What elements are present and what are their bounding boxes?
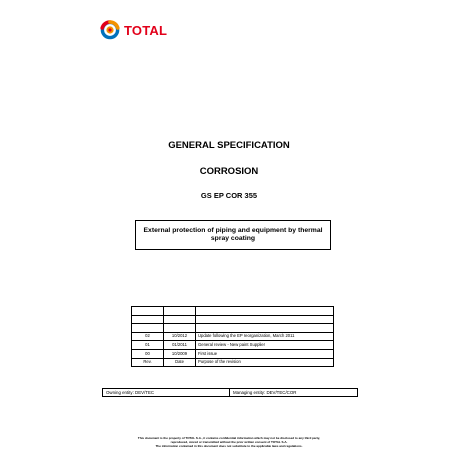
document-code: GS EP COR 355 <box>200 191 258 200</box>
column-header-date: Date <box>164 358 196 367</box>
table-row <box>132 341 334 350</box>
table-cell <box>196 307 334 316</box>
document-title: External protection of piping and equipment by thermal spray coating <box>143 226 323 242</box>
table-row <box>132 307 334 316</box>
table-row <box>132 332 334 341</box>
table-cell <box>132 307 164 316</box>
table-cell <box>164 324 196 333</box>
revision-purpose: First issue <box>196 349 334 358</box>
table-cell <box>132 315 164 324</box>
table-cell <box>164 307 196 316</box>
revision-table <box>131 306 334 367</box>
revision-date: 10/2012 <box>164 332 196 341</box>
footer-line: The information contained in this document does not substitute to the applicable laws and regulations. <box>155 443 303 448</box>
table-header-row <box>132 358 334 367</box>
document-subject: CORROSION <box>199 166 259 177</box>
document-heading: GENERAL SPECIFICATION <box>168 140 290 151</box>
column-header-rev: Rev. <box>132 358 164 367</box>
revision-date: 01/2011 <box>164 341 196 350</box>
revision-number: 01 <box>132 341 164 350</box>
table-cell <box>196 315 334 324</box>
entity-row <box>102 388 358 397</box>
table-cell <box>132 324 164 333</box>
revision-purpose: Update following the EP reorganization, March 2011 <box>196 332 334 341</box>
column-header-purpose: Purpose of the revision <box>196 358 334 367</box>
footer-line: This document is the property of TOTAL S.A., it contains confidential information which may not be disclosed to any third party, <box>137 436 321 440</box>
revision-date: 10/2009 <box>164 349 196 358</box>
table-row <box>132 315 334 324</box>
brand-logo <box>99 18 167 42</box>
table-cell <box>164 315 196 324</box>
footer-line: reproduced, stored or transmitted without the prior written consent of TOTAL S.A. <box>170 439 288 444</box>
table-cell <box>196 324 334 333</box>
revision-number: 02 <box>132 332 164 341</box>
confidentiality-notice <box>90 437 368 448</box>
document-title-box <box>135 220 331 250</box>
owning-entity: Owning entity: DEV/TEC <box>102 388 230 397</box>
table-row <box>132 324 334 333</box>
table-row <box>132 349 334 358</box>
total-logo-icon <box>99 19 121 41</box>
managing-entity: Managing entity: DEV/TEC/COR <box>230 388 358 397</box>
revision-purpose: General review - New paint Supplier <box>196 341 334 350</box>
brand-name: TOTAL <box>124 22 168 38</box>
revision-number: 00 <box>132 349 164 358</box>
